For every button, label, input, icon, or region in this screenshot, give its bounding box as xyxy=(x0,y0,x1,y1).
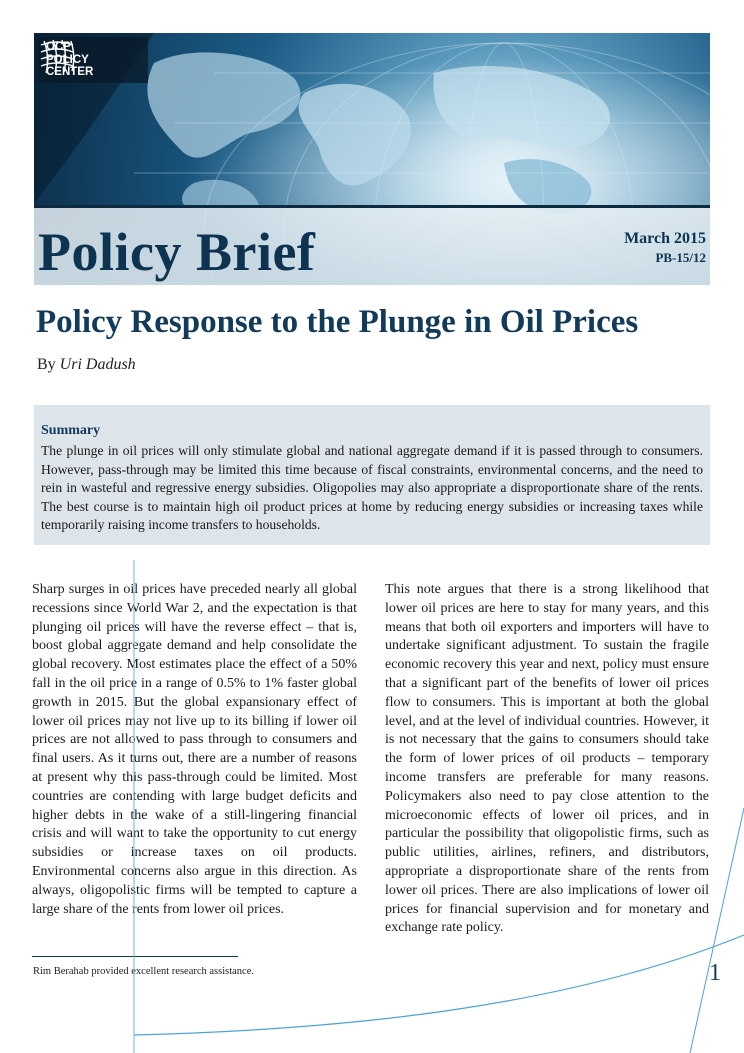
logo-line-1: OCP xyxy=(46,41,71,54)
header-banner xyxy=(34,33,710,285)
footnote: Rim Berahab provided excellent research assistance. xyxy=(33,966,254,977)
logo-line-2: POLICY xyxy=(46,53,89,66)
ocp-logo xyxy=(38,37,148,83)
byline xyxy=(37,356,136,374)
body-column-left: Sharp surges in oil prices have preceded nearly all global recessions since World War 2, and the expectation is that plunging oil prices will have the reverse effect – that is, boost global aggregate demand and help consolidate the global recovery. Most estimates place the effect of a 50% fall in the oil price in a range of 0.5% to 1% faster global growth in 2015. But the global expansionary effect of lower oil prices may not live up to its billing if lower oil prices are not allowed to pass through to consumers and final users. As it turns out, there are a number of reasons at present why this pass-through could be limited. Most countries are contending with large budget deficits and higher debts in the wake of a still-lingering financial crisis and will want to take the opportunity to cut energy subsidies or increase taxes on oil products. Environmental concerns also argue in this direction. As always, oligopolistic firms will be tempted to capture a large share of the rents from lower oil prices. xyxy=(32,582,357,917)
publication-date-block xyxy=(624,230,706,266)
summary-heading: Summary xyxy=(41,423,101,438)
body-column-right: This note argues that there is a strong likelihood that lower oil prices are here to stay for many years, and this means that both oil exporters and importers will have to undertake significant adjustment. To sustain the fragile economic recovery this year and next, policy must ensure that a significant part of the benefits of lower oil prices flow to consumers. This is important at both the global level, and at the level of individual countries. However, it is not necessary that the gains to consumers should take the form of lower prices of oil products – temporary income transfers are preferable for many reasons. Policymakers also need to pay close attention to the microeconomic effects of lower oil prices, and in particular the possibility that oligopolistic firms, such as public utilities, airlines, refiners, and distributors, appropriate a disproportionate share of the rents from lower oil prices. There are also implications of lower oil prices for financial supervision and for monetary and exchange rate policy. xyxy=(385,582,709,936)
footnote-rule xyxy=(32,956,238,957)
publication-date: March 2015 xyxy=(624,230,706,247)
article-headline: Policy Response to the Plunge in Oil Prices xyxy=(36,304,639,340)
decorative-curve xyxy=(134,935,744,1035)
summary-box xyxy=(34,405,710,545)
summary-text: The plunge in oil prices will only stimulate global and national aggregate demand if it is passed through to consumers. However, pass-through may be limited this time because of fiscal constraints, environmental concerns, and the need to rein in wasteful and regressive energy subsidies. Oligopolies may also appropriate a disproportionate share of the rents. The best course is to maintain high oil product prices at home by reducing energy subsidies or increasing taxes while temporarily raising income transfers to households. xyxy=(41,443,703,532)
author-name: Uri Dadush xyxy=(59,356,136,373)
byline-prefix: By xyxy=(37,356,60,373)
logo-line-3: CENTER xyxy=(46,66,94,79)
globe-grid-icon xyxy=(38,37,76,75)
page-number: 1 xyxy=(709,960,721,986)
title-band xyxy=(34,205,710,285)
publication-title: Policy Brief xyxy=(38,222,316,282)
publication-code: PB-15/12 xyxy=(655,250,706,265)
